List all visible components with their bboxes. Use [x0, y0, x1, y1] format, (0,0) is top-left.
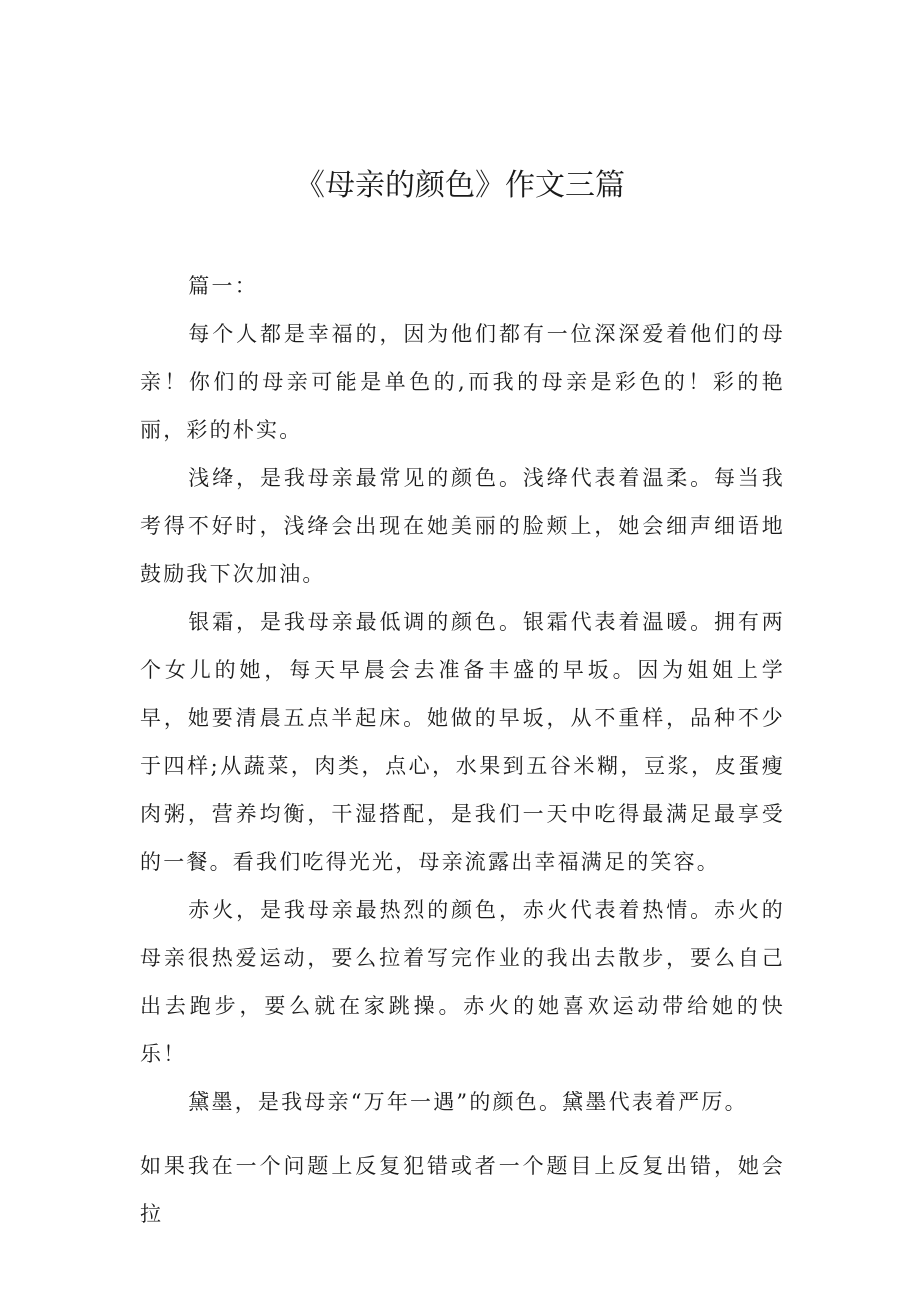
paragraph-1: 每个人都是幸福的，因为他们都有一位深深爱着他们的母亲！你们的母亲可能是单色的,而我的母亲是彩色的！彩的艳丽，彩的朴实。 [140, 322, 785, 442]
document-body [140, 262, 785, 1238]
paragraph-4: 赤火，是我母亲最热烈的颜色，赤火代表着热情。赤火的母亲很热爱运动，要么拉着写完作业的我出去散步，要么自己出去跑步，要么就在家跳操。赤火的她喜欢运动带给她的快乐！ [140, 898, 785, 1066]
paragraph-2: 浅绛，是我母亲最常见的颜色。浅绛代表着温柔。每当我考得不好时，浅绛会出现在她美丽的脸颊上，她会细声细语地鼓励我下次加油。 [140, 466, 785, 586]
document-title: 《母亲的颜色》作文三篇 [295, 168, 625, 203]
paragraph-6: 如果我在一个问题上反复犯错或者一个题目上反复出错，她会拉 [140, 1154, 785, 1226]
paragraph-3: 银霜，是我母亲最低调的颜色。银霜代表着温暖。拥有两个女儿的她，每天早晨会去准备丰盛的早坂。因为姐姐上学早，她要清晨五点半起床。她做的早坂，从不重样，品种不少于四样;从蔬菜，肉类，点心，水果到五谷米糊，豆浆，皮蛋瘦肉粥，营养均衡，干湿搭配，是我们一天中吃得最满足最享受的一餐。看我们吃得光光，母亲流露出幸福满足的笑容。 [140, 610, 785, 874]
section-label: 篇一： [188, 274, 258, 298]
paragraph-5: 黛墨，是我母亲“万年一遇”的颜色。黛墨代表着严厉。 [188, 1090, 748, 1114]
